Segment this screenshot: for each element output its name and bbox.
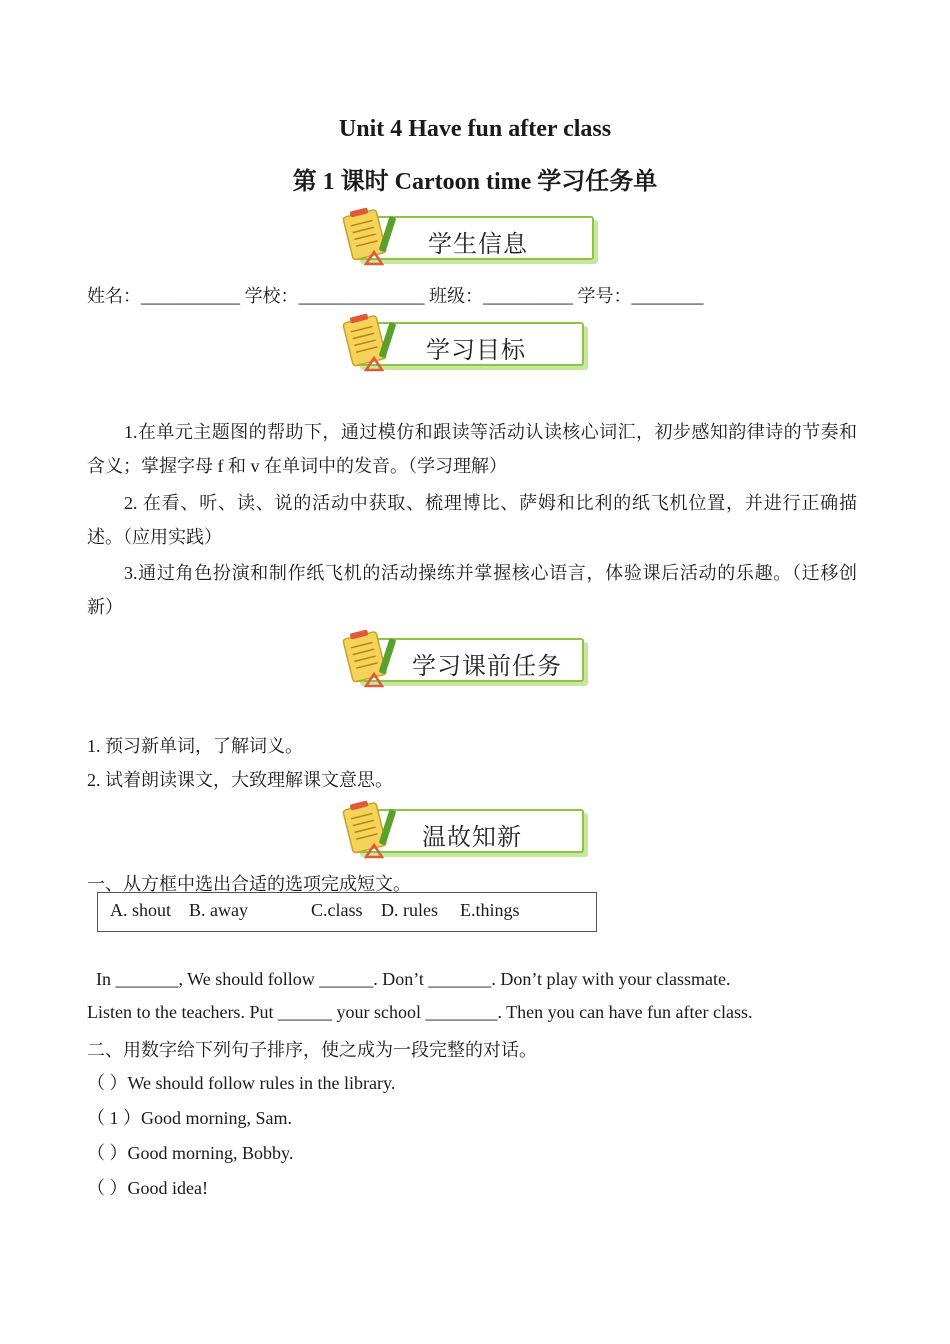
banner-student-info (340, 206, 610, 268)
banner-label: 学习课前任务 (412, 652, 562, 680)
page-title: Unit 4 Have fun after class (338, 116, 612, 142)
pre-task-item: 1. 预习新单词，了解词义。 (87, 736, 303, 756)
section-two-instruction: 二、用数字给下列句子排序，使之成为一段完整的对话。 (87, 1040, 537, 1060)
passage-line: In _______, We should follow ______. Don’t _______. Don’t play with your classmate. (96, 969, 731, 989)
notepad-pencil-icon (340, 628, 402, 690)
notepad-pencil-icon (340, 799, 402, 861)
banner-pre-tasks (340, 628, 610, 690)
student-info-line: 姓名：___________ 学校：______________ 班级：__________ 学号：________ (87, 286, 704, 306)
option-item: C.class (311, 900, 363, 920)
option-item: E.things (460, 900, 520, 920)
page-subtitle: 第 1 课时 Cartoon time 学习任务单 (292, 169, 658, 195)
goal-item: 1.在单元主题图的帮助下，通过模仿和跟读等活动认读核心词汇，初步感知韵律诗的节奏和含义；掌握字母 f 和 v 在单词中的发音。（学习理解） (87, 422, 857, 476)
banner-review (340, 799, 610, 861)
goal-item: 2. 在看、听、读、说的活动中获取、梳理博比、萨姆和比利的纸飞机位置，并进行正确描述。（应用实践） (87, 493, 857, 547)
goal-item: 3.通过角色扮演和制作纸飞机的活动操练并掌握核心语言，体验课后活动的乐趣。（迁移创新） (87, 563, 857, 617)
notepad-pencil-icon (340, 312, 402, 374)
ordering-item: （ ）Good morning, Bobby. (87, 1143, 294, 1163)
banner-label: 学生信息 (428, 230, 528, 258)
passage-line: Listen to the teachers. Put ______ your school ________. Then you can have fun after class. (87, 1002, 753, 1022)
pre-task-item: 2. 试着朗读课文，大致理解课文意思。 (87, 770, 393, 790)
ordering-item: （ ）We should follow rules in the library. (87, 1073, 396, 1093)
section-one-instruction: 一、从方框中选出合适的选项完成短文。 (87, 874, 411, 894)
notepad-pencil-icon (340, 206, 402, 268)
banner-label: 学习目标 (426, 336, 526, 364)
ordering-item: （ 1 ）Good morning, Sam. (87, 1108, 292, 1128)
options-box (97, 892, 597, 932)
option-item: A. shout (110, 900, 172, 920)
banner-goals (340, 312, 610, 374)
option-item: D. rules (381, 900, 438, 920)
ordering-item: （ ）Good idea! (87, 1178, 208, 1198)
option-item: B. away (189, 900, 248, 920)
banner-label: 温故知新 (422, 823, 522, 851)
